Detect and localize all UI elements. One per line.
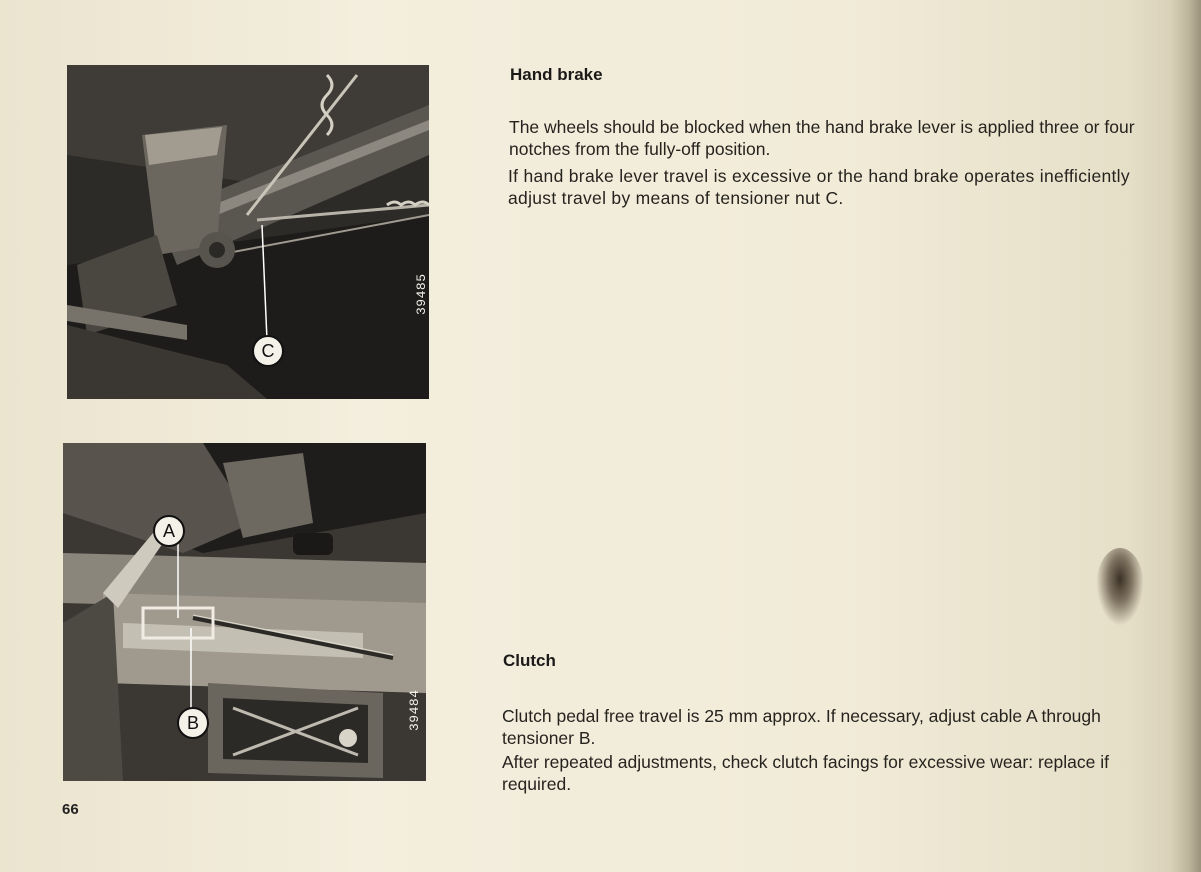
page-number: 66 (62, 801, 79, 818)
photo1-image-number: 39485 (414, 273, 429, 315)
clutch-paragraph-2: After repeated adjustments, check clutch facings for excessive wear: replace if required. (502, 752, 1109, 794)
hand-brake-heading: Hand brake (510, 65, 603, 84)
page-edge-shadow (1171, 0, 1201, 872)
hand-brake-photo-drawing (67, 65, 429, 399)
clutch-paragraph-1: Clutch pedal free travel is 25 mm approx. If necessary, adjust cable A through tensioner B. (502, 706, 1101, 748)
callout-c: C (252, 335, 284, 367)
paper-stain (1096, 548, 1144, 626)
hand-brake-paragraph-2: If hand brake lever travel is excessive or the hand brake operates inefficiently adjust travel by means of tensioner nut C. (508, 166, 1130, 208)
hand-brake-paragraph-1: The wheels should be blocked when the hand brake lever is applied three or four notches from the fully-off position. (509, 117, 1135, 159)
clutch-photo (63, 443, 426, 781)
photo2-image-number: 39484 (407, 689, 422, 731)
callout-a: A (153, 515, 185, 547)
clutch-heading: Clutch (503, 651, 556, 670)
clutch-photo-drawing (63, 443, 426, 781)
callout-b: B (177, 707, 209, 739)
hand-brake-photo (67, 65, 429, 399)
